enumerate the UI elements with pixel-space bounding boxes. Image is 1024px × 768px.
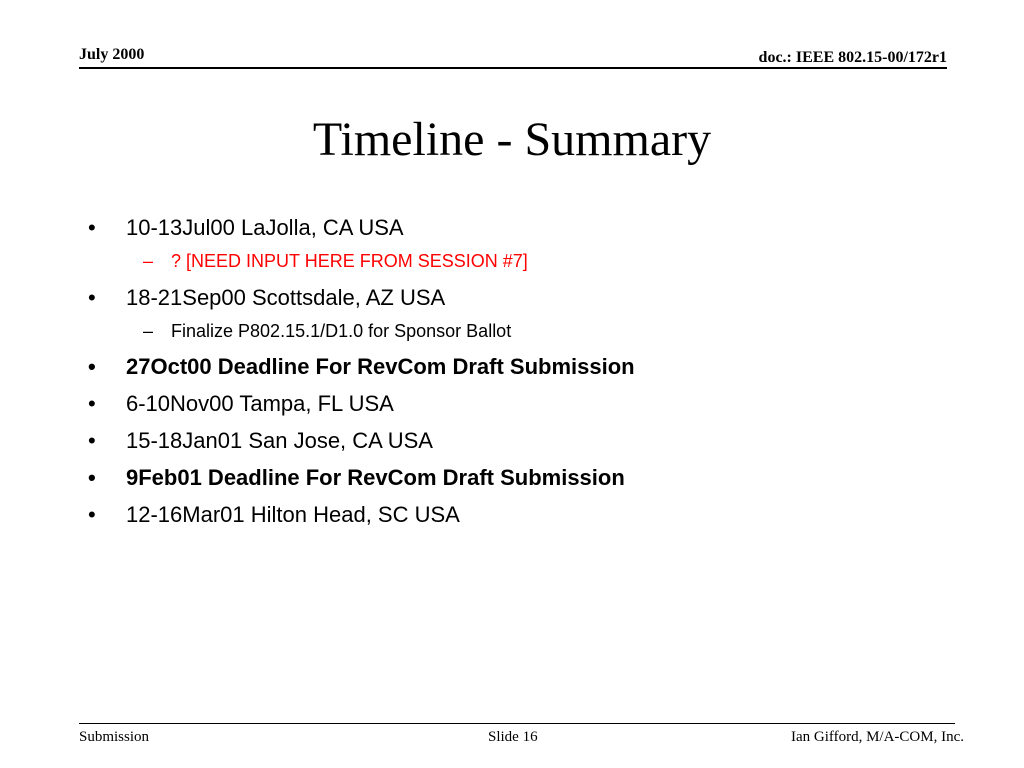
bullet-marker: •: [88, 502, 96, 527]
bullet-item: [88, 285, 446, 311]
slide-number: Slide 16: [488, 729, 538, 745]
bullet-marker: •: [88, 465, 96, 490]
bullet-text: 9Feb01 Deadline For RevCom Draft Submission: [126, 465, 625, 490]
bullet-marker: •: [88, 428, 96, 453]
footer-author: Ian Gifford, M/A-COM, Inc.: [790, 729, 964, 745]
sub-bullet-item: [143, 251, 528, 272]
footer-submission: Submission: [79, 729, 150, 745]
sub-bullet-item: [143, 321, 512, 342]
sub-bullet-marker: –: [143, 321, 154, 341]
bullet-text: 27Oct00 Deadline For RevCom Draft Submission: [126, 354, 635, 379]
bullet-item: [88, 354, 635, 380]
bullet-item: [88, 215, 404, 241]
footer-divider: [79, 723, 955, 724]
bullet-item: [88, 465, 625, 491]
bullet-text: 18-21Sep00 Scottsdale, AZ USA: [126, 285, 446, 310]
slide-title: Timeline - Summary: [312, 113, 712, 166]
bullet-item: [88, 391, 394, 417]
sub-bullet-marker: –: [143, 251, 154, 271]
sub-bullet-text: Finalize P802.15.1/D1.0 for Sponsor Ballot: [171, 321, 512, 341]
header-divider: [79, 67, 947, 69]
bullet-item: [88, 428, 433, 454]
sub-bullet-text: ? [NEED INPUT HERE FROM SESSION #7]: [171, 251, 528, 271]
bullet-text: 12-16Mar01 Hilton Head, SC USA: [126, 502, 460, 527]
bullet-text: 10-13Jul00 LaJolla, CA USA: [126, 215, 404, 240]
header-doc-id: doc.: IEEE 802.15-00/172r1: [758, 49, 947, 66]
bullet-text: 6-10Nov00 Tampa, FL USA: [126, 391, 394, 416]
bullet-marker: •: [88, 391, 96, 416]
bullet-marker: •: [88, 285, 96, 310]
header-date: July 2000: [79, 46, 145, 63]
bullet-marker: •: [88, 215, 96, 240]
bullet-text: 15-18Jan01 San Jose, CA USA: [126, 428, 433, 453]
bullet-marker: •: [88, 354, 96, 379]
bullet-item: [88, 502, 460, 528]
